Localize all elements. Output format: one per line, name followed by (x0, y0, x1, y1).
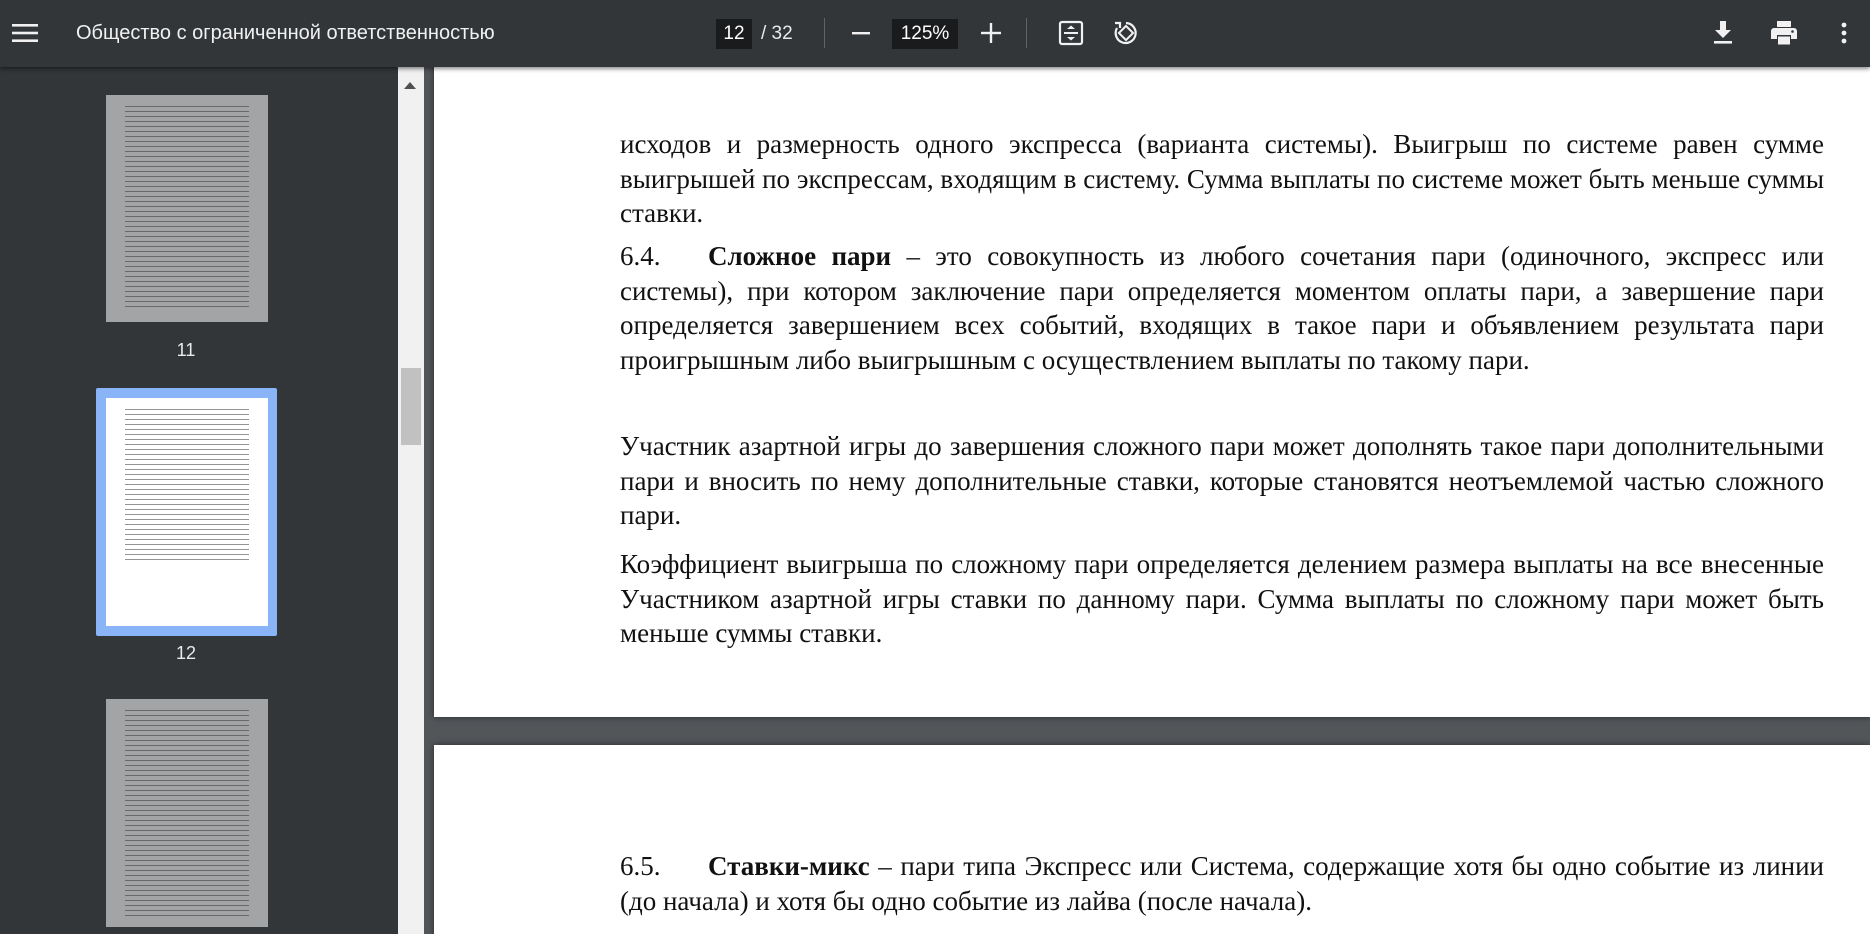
section-text: – это совокупность из любого сочетания пари (одиночного, экспресс или системы), при котором заключение пари определяется моментом оплаты пари, а завершение пари определяется завершением всех событий, входящих в такое пари и объявлением результата пари проигрышным либо выигрышным с осуществлением выплаты по такому пари. (620, 241, 1824, 375)
document-viewer[interactable] (424, 67, 1870, 934)
fit-to-page-button[interactable] (1052, 14, 1090, 52)
pdf-toolbar (0, 0, 1870, 67)
document-title: Общество с ограниченной ответственностью (76, 22, 495, 44)
print-icon (1771, 21, 1797, 45)
pdf-page-13 (434, 745, 1870, 934)
thumbnail-page-12[interactable] (106, 398, 268, 626)
minus-icon (852, 24, 870, 42)
zoom-out-button[interactable] (842, 14, 880, 52)
toolbar-divider (1026, 18, 1027, 48)
scroll-up-arrow-icon[interactable] (404, 82, 416, 89)
section-6-4 (620, 239, 1824, 377)
pdf-page-12 (434, 67, 1870, 717)
section-term: Ставки-микс (708, 851, 870, 881)
zoom-level-input[interactable]: 125% (892, 19, 958, 49)
print-button[interactable] (1764, 14, 1804, 52)
plus-icon (981, 23, 1001, 43)
sidebar-scrollbar[interactable] (398, 67, 424, 934)
thumbnail-page-11[interactable] (106, 95, 268, 322)
rotate-icon (1112, 19, 1140, 47)
thumbnail-label: 11 (176, 340, 196, 360)
section-text: – пари типа Экспресс или Система, содержащие хотя бы одно событие из линии (до начала) и хотя бы одно событие из лайва (после начала). (620, 851, 1824, 916)
thumbnail-page-13[interactable] (106, 699, 268, 927)
toolbar-divider (824, 18, 825, 48)
more-options-icon[interactable] (1826, 14, 1862, 52)
section-6-5 (620, 849, 1824, 918)
rotate-button[interactable] (1106, 14, 1146, 52)
page-total: / 32 (761, 23, 793, 44)
section-number: 6.4. (620, 241, 661, 271)
download-icon (1712, 21, 1734, 45)
zoom-in-button[interactable] (972, 14, 1010, 52)
menu-icon[interactable] (6, 14, 44, 52)
paragraph: исходов и размерность одного экспресса (варианта системы). Выигрыш по системе равен сумме выигрышей по экспрессам, входящим в систему. Сумма выплаты по системе может быть меньше суммы ставки. (620, 129, 1824, 228)
fit-page-icon (1058, 20, 1084, 46)
paragraph: Участник азартной игры до завершения сложного пари может дополнять такое пари дополнительными пари и вносить по нему дополнительные ставки, которые становятся неотъемлемой частью сложного пари. (620, 431, 1824, 530)
section-term: Сложное пари (708, 241, 892, 271)
section-number: 6.5. (620, 851, 661, 881)
sidebar-scrollbar-thumb[interactable] (401, 368, 421, 445)
download-button[interactable] (1704, 14, 1742, 52)
thumbnail-sidebar (0, 67, 398, 934)
thumbnail-label: 12 (175, 643, 197, 663)
page-number-input[interactable]: 12 (716, 19, 752, 49)
paragraph: Коэффициент выигрыша по сложному пари определяется делением размера выплаты на все внесенные Участником азартной игры ставки по данному пари. Сумма выплаты по сложному пари может быть меньше суммы ставки. (620, 549, 1824, 648)
